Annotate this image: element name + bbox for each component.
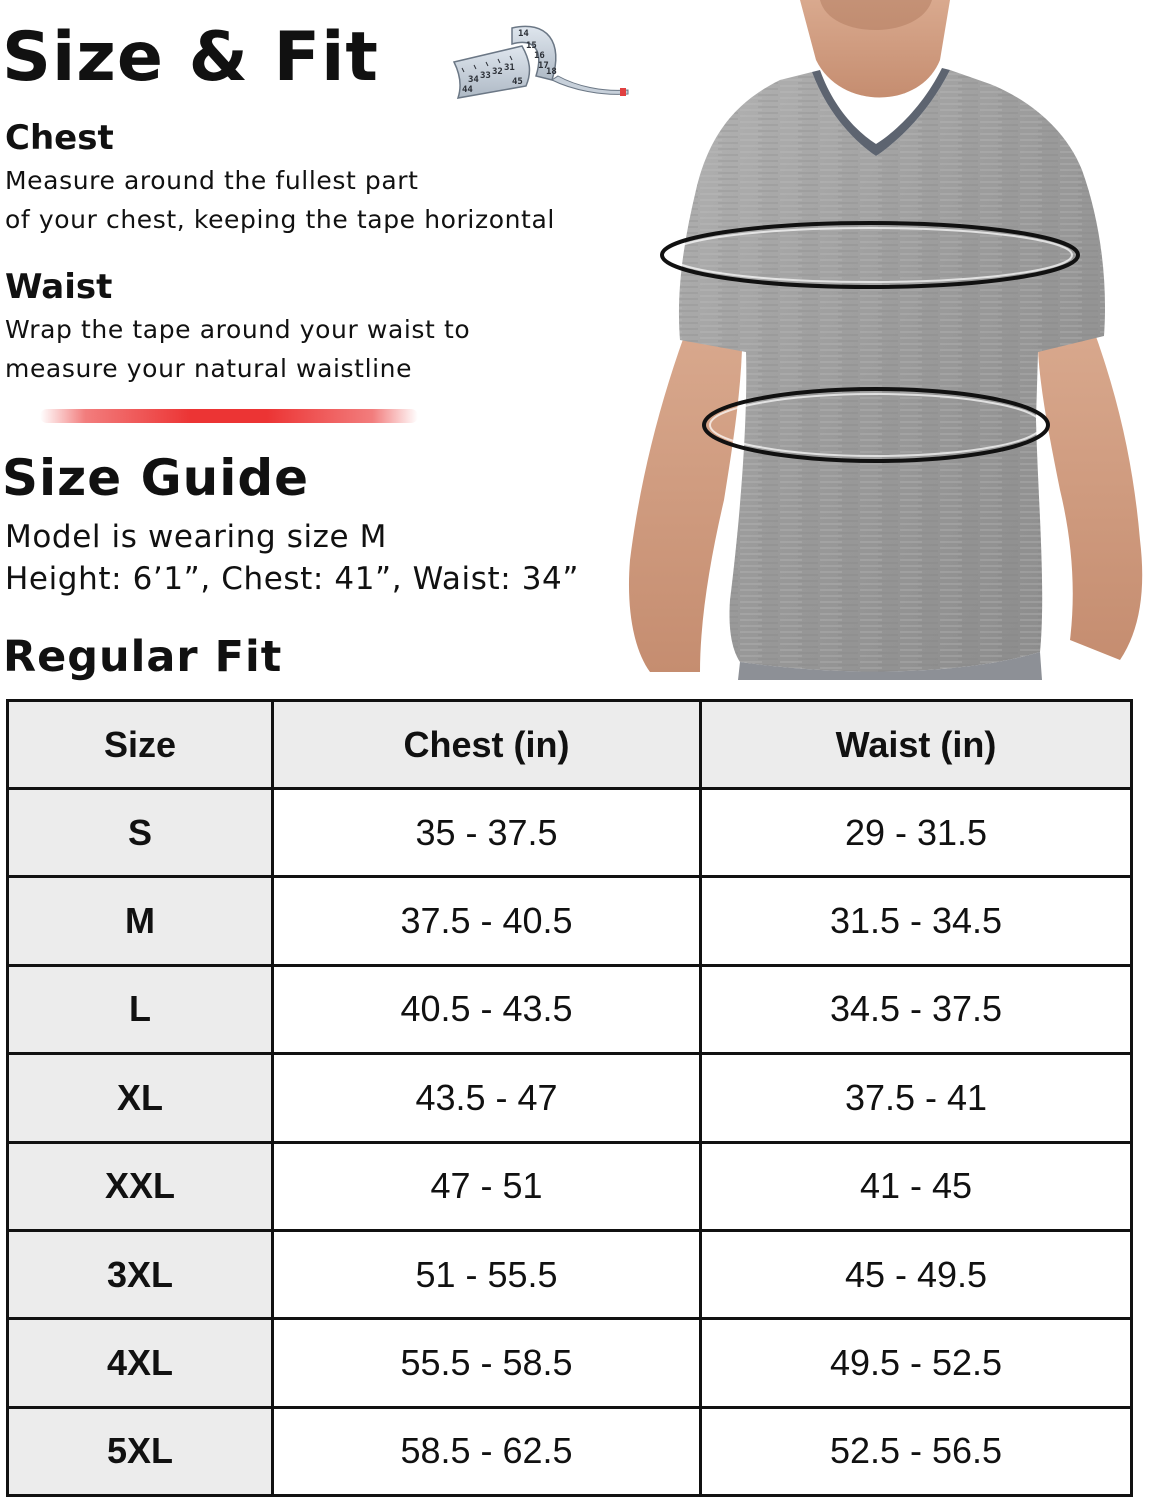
chest-description-line-1: Measure around the fullest part bbox=[5, 166, 419, 195]
regular-fit-label: Regular Fit bbox=[3, 632, 283, 682]
tape-number: 15 bbox=[526, 41, 537, 51]
chest-cell: 55.5 - 58.5 bbox=[273, 1319, 701, 1407]
size-cell: XXL bbox=[8, 1142, 273, 1230]
tape-number: 16 bbox=[534, 51, 545, 61]
model-measurements-note: Height: 6’1”, Chest: 41”, Waist: 34” bbox=[5, 561, 580, 597]
tape-number: 18 bbox=[546, 67, 557, 77]
table-row bbox=[8, 789, 1132, 877]
table-header-row bbox=[8, 701, 1132, 789]
tape-number: 45 bbox=[512, 77, 523, 87]
tape-number: 34 bbox=[468, 75, 479, 85]
tape-number: 32 bbox=[492, 67, 503, 77]
waist-cell: 49.5 - 52.5 bbox=[701, 1319, 1132, 1407]
size-chart-table bbox=[6, 699, 1133, 1497]
size-cell: 5XL bbox=[8, 1407, 273, 1495]
chest-heading: Chest bbox=[5, 118, 114, 158]
chest-cell: 58.5 - 62.5 bbox=[273, 1407, 701, 1495]
waist-description-line-2: measure your natural waistline bbox=[5, 354, 413, 383]
column-header-waist: Waist (in) bbox=[701, 701, 1132, 789]
size-cell: 4XL bbox=[8, 1319, 273, 1407]
model-shirt-illustration bbox=[620, 0, 1154, 680]
size-cell: 3XL bbox=[8, 1230, 273, 1318]
chest-cell: 51 - 55.5 bbox=[273, 1230, 701, 1318]
model-right-arm bbox=[1038, 320, 1142, 660]
size-cell: XL bbox=[8, 1054, 273, 1142]
tape-number: 44 bbox=[462, 85, 473, 95]
chest-cell: 37.5 - 40.5 bbox=[273, 877, 701, 965]
chest-cell: 43.5 - 47 bbox=[273, 1054, 701, 1142]
chest-cell: 40.5 - 43.5 bbox=[273, 965, 701, 1053]
waist-cell: 52.5 - 56.5 bbox=[701, 1407, 1132, 1495]
tape-number: 17 bbox=[538, 61, 549, 71]
model-size-note: Model is wearing size M bbox=[5, 519, 388, 555]
tape-number: 31 bbox=[504, 63, 515, 73]
size-cell: S bbox=[8, 789, 273, 877]
measuring-tape-icon bbox=[452, 20, 632, 100]
table-row bbox=[8, 1054, 1132, 1142]
waist-heading: Waist bbox=[5, 267, 113, 307]
accent-divider bbox=[40, 409, 418, 423]
column-header-chest: Chest (in) bbox=[273, 701, 701, 789]
table-row bbox=[8, 877, 1132, 965]
waist-cell: 41 - 45 bbox=[701, 1142, 1132, 1230]
tape-number: 33 bbox=[480, 71, 491, 81]
waist-cell: 29 - 31.5 bbox=[701, 789, 1132, 877]
model-left-arm bbox=[629, 320, 742, 672]
tape-number: 14 bbox=[518, 29, 529, 39]
size-guide-title: Size Guide bbox=[2, 449, 310, 507]
size-cell: M bbox=[8, 877, 273, 965]
waist-cell: 31.5 - 34.5 bbox=[701, 877, 1132, 965]
table-row bbox=[8, 1230, 1132, 1318]
size-cell: L bbox=[8, 965, 273, 1053]
waist-cell: 45 - 49.5 bbox=[701, 1230, 1132, 1318]
chest-cell: 47 - 51 bbox=[273, 1142, 701, 1230]
table-row bbox=[8, 965, 1132, 1053]
waist-description-line-1: Wrap the tape around your waist to bbox=[5, 315, 471, 344]
waist-cell: 34.5 - 37.5 bbox=[701, 965, 1132, 1053]
chest-cell: 35 - 37.5 bbox=[273, 789, 701, 877]
table-row bbox=[8, 1407, 1132, 1495]
table-row bbox=[8, 1319, 1132, 1407]
page-title: Size & Fit bbox=[2, 18, 379, 97]
chest-description-line-2: of your chest, keeping the tape horizontal bbox=[5, 205, 555, 234]
waist-cell: 37.5 - 41 bbox=[701, 1054, 1132, 1142]
column-header-size: Size bbox=[8, 701, 273, 789]
table-row bbox=[8, 1142, 1132, 1230]
